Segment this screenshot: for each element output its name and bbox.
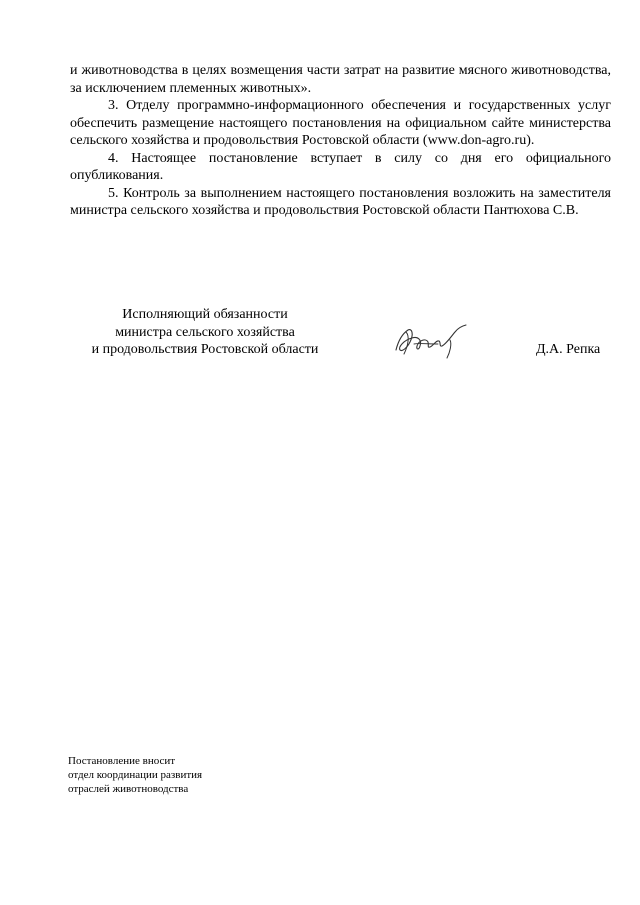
signatory-title-line: Исполняющий обязанности [122, 307, 288, 322]
paragraph-item-5: 5. Контроль за выполнением настоящего постановления возложить на заместителя министра сельского хозяйства и продовольствия Ростовской области Пантюхова С.В. [70, 185, 611, 218]
signer-name: Д.А. Репка [536, 342, 601, 357]
handwritten-signature [392, 320, 472, 360]
signatory-title-line: и продовольствия Ростовской области [91, 342, 319, 357]
paragraph-item-4: 4. Настоящее постановление вступает в силу со дня его официального опубликования. [70, 150, 611, 183]
author-note-line: Постановление вносит [68, 755, 176, 767]
signatory-title [70, 306, 340, 359]
author-note-line: отраслей животноводства [68, 783, 189, 795]
paragraph-continuation: и животноводства в целях возмещения части затрат на развитие мясного животноводства, за исключением племенных животных». [70, 63, 611, 96]
paragraph-item-3: 3. Отделу программно-информационного обеспечения и государственных услуг обеспечить размещение настоящего постановления на официальном сайте министерства сельского хозяйства и продовольствия Ростовской области (www.don-agro.ru). [70, 98, 611, 148]
author-note [68, 754, 202, 796]
signatory-title-line: министра сельского хозяйства [115, 324, 295, 340]
document-body [70, 62, 611, 220]
author-note-line: отдел координации развития [68, 769, 203, 781]
